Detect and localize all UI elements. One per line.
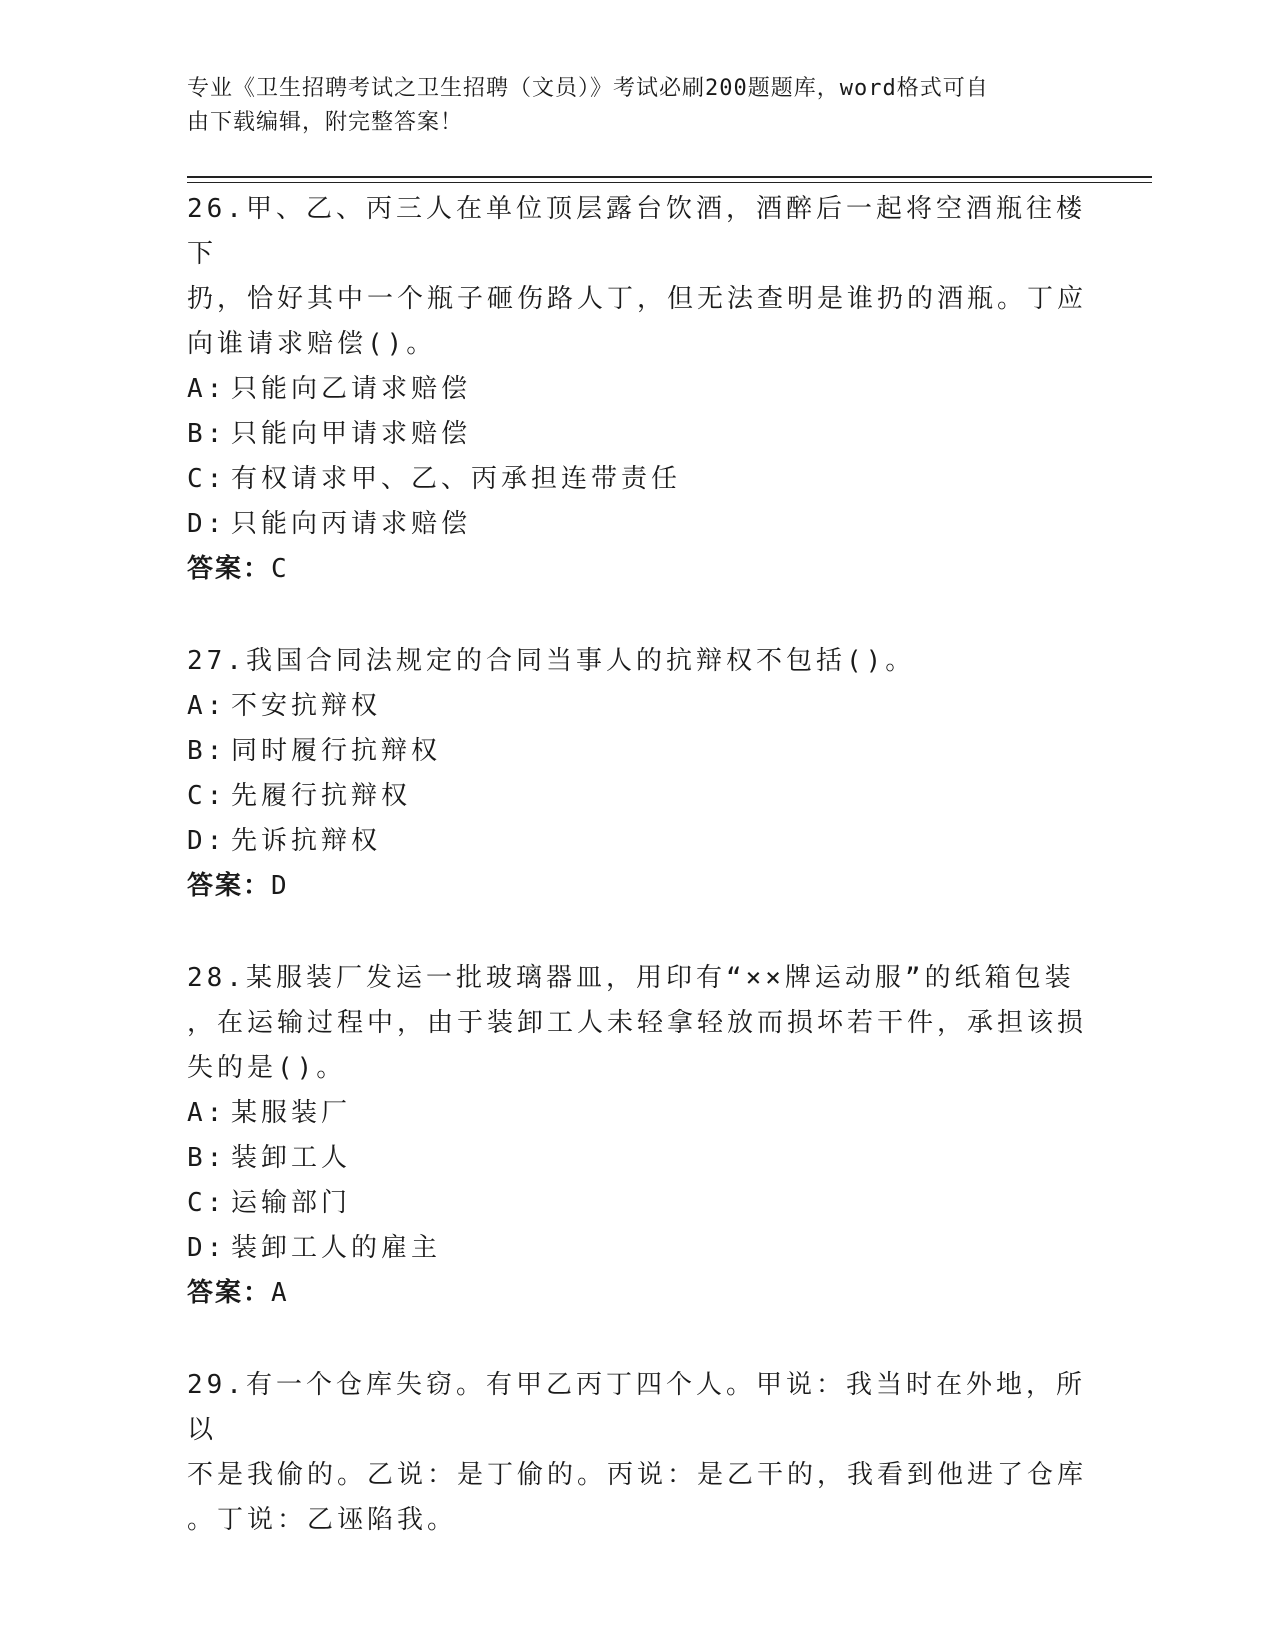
question-4 [187, 1363, 1087, 1543]
option-key: B: [187, 736, 227, 766]
answer-label: 答案： [187, 871, 272, 901]
option-text: 不安抗辩权 [231, 691, 382, 721]
option-text: 只能向乙请求赔偿 [231, 374, 472, 404]
question-stem-line: 向谁请求赔偿()。 [187, 329, 437, 359]
question-stem-line: 28.某服装厂发运一批玻璃器皿，用印有“××牌运动服”的纸箱包装 [187, 963, 1075, 993]
option-key: C: [187, 781, 227, 811]
answer-option [187, 367, 1087, 412]
option-key: B: [187, 1143, 227, 1173]
question-stem-line: ，在运输过程中，由于装卸工人未轻拿轻放而损坏若干件，承担该损 [187, 1008, 1088, 1038]
question-3 [187, 956, 1087, 1316]
option-text: 先诉抗辩权 [231, 826, 382, 856]
option-text: 同时履行抗辩权 [231, 736, 442, 766]
document-header [187, 72, 1067, 140]
answer-line [187, 547, 1087, 592]
answer-option [187, 1226, 1087, 1271]
question-stem-line: 26.甲、乙、丙三人在单位顶层露台饮酒，酒醉后一起将空酒瓶往楼下 [187, 194, 1086, 269]
option-text: 先履行抗辩权 [231, 781, 412, 811]
header-divider-thin [187, 182, 1152, 183]
answer-value: C [271, 554, 289, 584]
question-1 [187, 187, 1087, 592]
option-text: 只能向甲请求赔偿 [231, 419, 472, 449]
answer-option [187, 729, 1087, 774]
question-2 [187, 639, 1087, 909]
answer-option [187, 502, 1087, 547]
answer-label: 答案： [187, 1278, 272, 1308]
question-stem-line: 27.我国合同法规定的合同当事人的抗辩权不包括()。 [187, 646, 916, 676]
option-text: 某服装厂 [231, 1098, 352, 1128]
option-key: A: [187, 691, 227, 721]
question-stem-line: 扔，恰好其中一个瓶子砸伤路人丁，但无法查明是谁扔的酒瓶。丁应 [187, 284, 1088, 314]
option-text: 装卸工人的雇主 [231, 1233, 442, 1263]
question-list [187, 187, 1087, 1590]
answer-label: 答案： [187, 554, 272, 584]
question-stem-line: 不是我偷的。乙说：是丁偷的。丙说：是乙干的，我看到他进了仓库 [187, 1460, 1088, 1490]
option-key: D: [187, 1233, 227, 1263]
question-stem-line: 失的是()。 [187, 1053, 347, 1083]
answer-option [187, 1181, 1087, 1226]
option-key: C: [187, 464, 227, 494]
header-line-1: 专业《卫生招聘考试之卫生招聘（文员）》考试必刷200题题库，word格式可自 [187, 76, 989, 101]
answer-value: D [271, 871, 289, 901]
option-key: C: [187, 1188, 227, 1218]
answer-option [187, 1136, 1087, 1181]
answer-option [187, 412, 1087, 457]
option-key: A: [187, 1098, 227, 1128]
answer-line [187, 864, 1087, 909]
question-stem-line: 。丁说：乙诬陷我。 [187, 1505, 458, 1535]
header-line-2: 由下载编辑，附完整答案！ [187, 110, 464, 135]
option-text: 有权请求甲、乙、丙承担连带责任 [231, 464, 682, 494]
option-key: B: [187, 419, 227, 449]
answer-option [187, 457, 1087, 502]
option-key: D: [187, 509, 227, 539]
option-key: D: [187, 826, 227, 856]
answer-option [187, 1091, 1087, 1136]
option-text: 只能向丙请求赔偿 [231, 509, 472, 539]
question-stem-line: 29.有一个仓库失窃。有甲乙丙丁四个人。甲说：我当时在外地，所以 [187, 1370, 1086, 1445]
answer-option [187, 684, 1087, 729]
option-text: 装卸工人 [231, 1143, 352, 1173]
header-divider-thick [187, 176, 1152, 178]
option-text: 运输部门 [231, 1188, 352, 1218]
answer-value: A [271, 1278, 289, 1308]
option-key: A: [187, 374, 227, 404]
answer-line [187, 1271, 1087, 1316]
answer-option [187, 774, 1087, 819]
answer-option [187, 819, 1087, 864]
